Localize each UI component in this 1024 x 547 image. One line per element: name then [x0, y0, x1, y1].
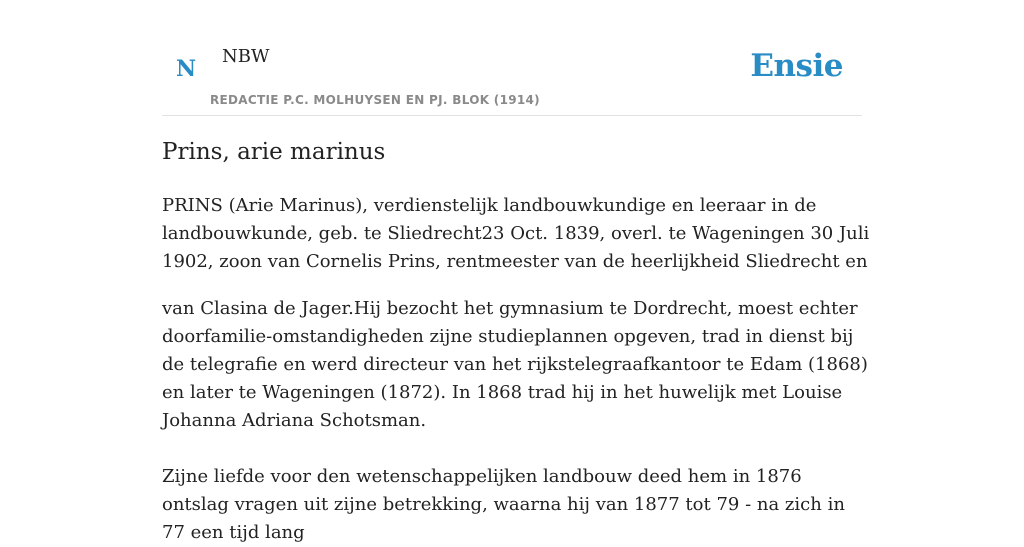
- source-subtitle: REDACTIE P.C. MOLHUYSEN EN PJ. BLOK (1914): [210, 93, 540, 107]
- article-paragraph: Zijne liefde voor den wetenschappelijken landbouw deed hem in 1876 ontslag vragen uit zijne betrekking, waarna hij van 1877 tot 79 - na zich in 77 een tijd lang: [162, 466, 845, 543]
- source-header: [162, 0, 862, 116]
- source-title[interactable]: NBW: [222, 46, 270, 67]
- source-logo-icon[interactable]: N: [176, 56, 197, 82]
- article-paragraph: PRINS (Arie Marinus), verdienstelijk landbouwkundige en leeraar in de landbouwkunde, geb. te Sliedrecht23 Oct. 1839, overl. te Wageningen 30 Juli 1902, zoon van Cornelis Prins, rentmeester van de heerlijkheid Sliedrecht en: [162, 195, 870, 272]
- brand-logo[interactable]: Ensie: [750, 48, 843, 84]
- article-page: [162, 0, 870, 543]
- article-paragraph: van Clasina de Jager.Hij bezocht het gymnasium te Dordrecht, moest echter doorfamilie-omstandigheden zijne studieplannen opgeven, trad in dienst bij de telegrafie en werd directeur van het rijkstelegraafkantoor te Edam (1868) en later te Wageningen (1872). In 1868 trad hij in het huwelijk met Louise Johanna Adriana Schotsman.: [162, 298, 868, 431]
- page-title: Prins, arie marinus: [162, 139, 386, 165]
